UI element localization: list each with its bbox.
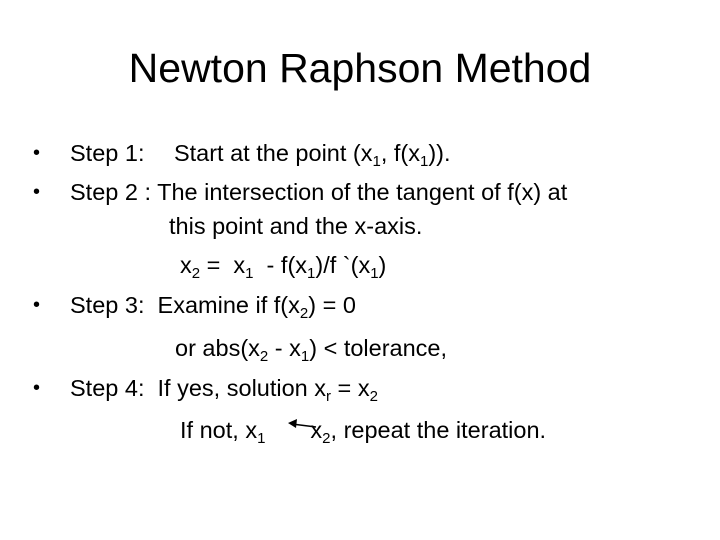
step-1-text: Start at the point (x — [173, 140, 373, 166]
bullet-step-3: • — [33, 294, 41, 316]
step-2-line: Step 2 : The intersection of the tangent of f(x) at — [70, 179, 568, 205]
subscript: 1 — [307, 265, 316, 282]
step-3-line — [70, 290, 356, 320]
subscript: 2 — [322, 430, 331, 447]
subscript: 2 — [299, 305, 309, 322]
bullet-step-2: • — [33, 181, 41, 203]
step-3-text: ) = 0 — [308, 292, 356, 318]
step-2-continuation: this point and the x-axis. — [169, 213, 423, 239]
bullet-step-1: • — [33, 142, 41, 164]
step-4-text: If not, x — [180, 417, 258, 443]
step-1-label: Step 1 — [70, 140, 138, 166]
step-1-line — [70, 138, 451, 168]
step-3-continuation — [175, 333, 447, 363]
step-4-text: Step 4: If yes, solution x — [70, 375, 327, 401]
step-3-text: or abs(x — [175, 335, 260, 361]
step-3-text: - x — [268, 335, 301, 361]
step-4-line — [70, 373, 378, 403]
step-1-text: , f(x — [380, 140, 421, 166]
formula-text: - f(x — [253, 252, 308, 278]
subscript: 1 — [420, 153, 429, 170]
subscript: 1 — [372, 153, 381, 170]
subscript: 1 — [257, 430, 266, 447]
step-3-text: Step 3: Examine if f(x — [70, 292, 300, 318]
step-2-formula — [180, 250, 386, 280]
step-1-colon: : — [137, 140, 145, 166]
subscript: 1 — [245, 265, 254, 282]
formula-text: )/f `(x — [315, 252, 371, 278]
formula-text: x — [180, 252, 192, 278]
step-3-text: ) < tolerance, — [309, 335, 448, 361]
step-4-continuation — [180, 415, 546, 445]
subscript: r — [326, 388, 332, 405]
formula-text: ) — [378, 252, 387, 278]
step-4-text: = x — [331, 375, 370, 401]
step-4-text: x — [310, 417, 323, 443]
subscript: 2 — [369, 388, 378, 405]
formula-text: = x — [200, 252, 246, 278]
step-1-text: )). — [428, 140, 451, 166]
step-4-text: , repeat the iteration. — [330, 417, 547, 443]
subscript: 2 — [191, 265, 201, 282]
slide-title: Newton Raphson Method — [128, 45, 592, 91]
bullet-step-4: • — [33, 377, 41, 399]
left-arrow-icon — [284, 410, 324, 450]
subscript: 1 — [300, 348, 310, 365]
subscript: 1 — [370, 265, 379, 282]
subscript: 2 — [259, 348, 269, 365]
